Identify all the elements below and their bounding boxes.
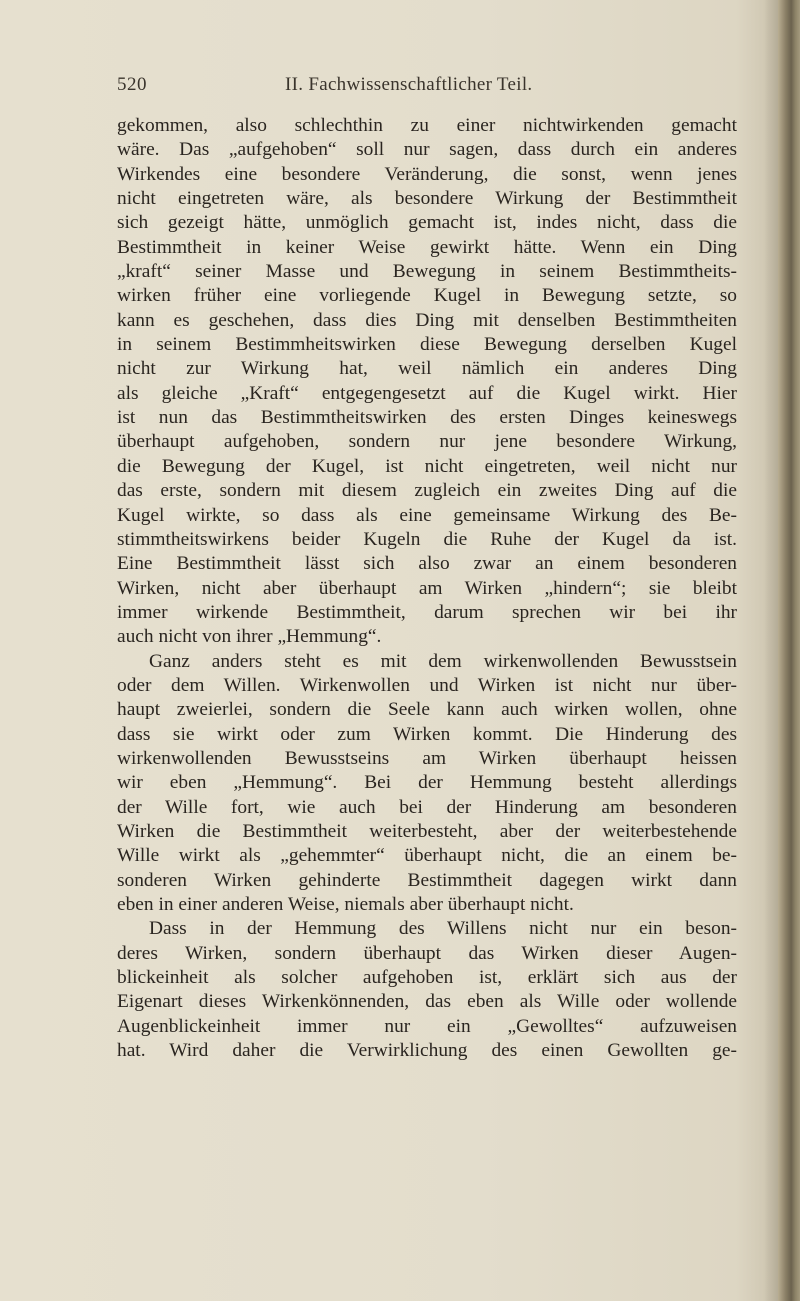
text-line: Bestimmtheit in keiner Weise gewirkt hätte. Wenn ein Ding [117, 236, 737, 258]
text-line: deres Wirken, sondern überhaupt das Wirken dieser Augen- [117, 942, 737, 964]
text-line: dass sie wirkt oder zum Wirken kommt. Die Hinderung des [117, 723, 737, 745]
text-line: Kugel wirkte, so dass als eine gemeinsame Wirkung des Be- [117, 504, 737, 526]
page-header [117, 74, 717, 100]
text-line: Wirken die Bestimmtheit weiterbesteht, aber der weiterbestehende [117, 820, 737, 842]
text-line: in seinem Bestimmheitswirken diese Bewegung derselben Kugel [117, 334, 737, 356]
text-line: nicht zur Wirkung hat, weil nämlich ein anderes Ding [117, 358, 737, 380]
text-line: Wirken, nicht aber überhaupt am Wirken „hindern“; sie bleibt [117, 577, 737, 599]
text-line: als gleiche „Kraft“ entgegengesetzt auf die Kugel wirkt. Hier [117, 382, 737, 404]
body-text [117, 114, 737, 1063]
text-line: gekommen, also schlechthin zu einer nichtwirkenden gemacht [117, 115, 737, 136]
text-line: wäre. Das „aufgehoben“ soll nur sagen, dass durch ein anderes [117, 139, 737, 161]
text-line: oder dem Willen. Wirkenwollen und Wirken ist nicht nur über- [117, 674, 737, 696]
text-line: stimmtheitswirkens beider Kugeln die Ruhe der Kugel da ist. [117, 528, 737, 550]
text-line: immer wirkende Bestimmtheit, darum sprechen wir bei ihr [117, 601, 737, 623]
text-line: eben in einer anderen Weise, niemals aber überhaupt nicht. [117, 894, 574, 915]
text-line: Augenblickeinheit immer nur ein „Gewolltes“ aufzuweisen [117, 1015, 737, 1037]
text-line: hat. Wird daher die Verwirklichung des einen Gewollten ge- [117, 1040, 737, 1062]
text-line: Eine Bestimmtheit lässt sich also zwar an einem besonderen [117, 553, 737, 575]
page-number: 520 [117, 74, 147, 95]
text-line: Wirkendes eine besondere Veränderung, die sonst, wenn jenes [117, 163, 737, 185]
text-line: wirken früher eine vorliegende Kugel in Bewegung setzte, so [117, 285, 737, 307]
text-line: wirkenwollenden Bewusstseins am Wirken überhaupt heissen [117, 747, 737, 769]
book-binding-edge [778, 0, 800, 1301]
running-head: II. Fachwissenschaftlicher Teil. [285, 74, 533, 95]
text-line: sich gezeigt hätte, unmöglich gemacht ist, indes nicht, dass die [117, 212, 737, 234]
text-line: das erste, sondern mit diesem zugleich ein zweites Ding auf die [117, 480, 737, 502]
text-line: sonderen Wirken gehinderte Bestimmtheit dagegen wirkt dann [117, 869, 737, 891]
text-line: Eigenart dieses Wirkenkönnenden, das eben als Wille oder wollende [117, 991, 737, 1013]
text-line: blickeinheit als solcher aufgehoben ist, erklärt sich aus der [117, 967, 737, 989]
text-line: der Wille fort, wie auch bei der Hinderung am besonderen [117, 796, 737, 818]
text-line: kann es geschehen, dass dies Ding mit denselben Bestimmtheiten [117, 309, 737, 331]
text-line: ist nun das Bestimmtheitswirken des ersten Dinges keineswegs [117, 407, 737, 429]
text-line: „kraft“ seiner Masse und Bewegung in seinem Bestimmtheits- [117, 261, 737, 283]
text-line: wir eben „Hemmung“. Bei der Hemmung besteht allerdings [117, 772, 737, 794]
text-line: haupt zweierlei, sondern die Seele kann auch wirken wollen, ohne [117, 699, 737, 721]
text-line: Wille wirkt als „gehemmter“ überhaupt nicht, die an einem be- [117, 845, 737, 867]
text-line: die Bewegung der Kugel, ist nicht eingetreten, weil nicht nur [117, 455, 737, 477]
text-line: Dass in der Hemmung des Willens nicht nur ein beson- [149, 918, 737, 940]
text-line: überhaupt aufgehoben, sondern nur jene besondere Wirkung, [117, 431, 737, 453]
binding-shadow [764, 0, 778, 1301]
text-line: Ganz anders steht es mit dem wirkenwollenden Bewusstsein [149, 650, 737, 672]
text-line: auch nicht von ihrer „Hemmung“. [117, 626, 382, 648]
text-line: nicht eingetreten wäre, als besondere Wirkung der Bestimmtheit [117, 188, 737, 210]
